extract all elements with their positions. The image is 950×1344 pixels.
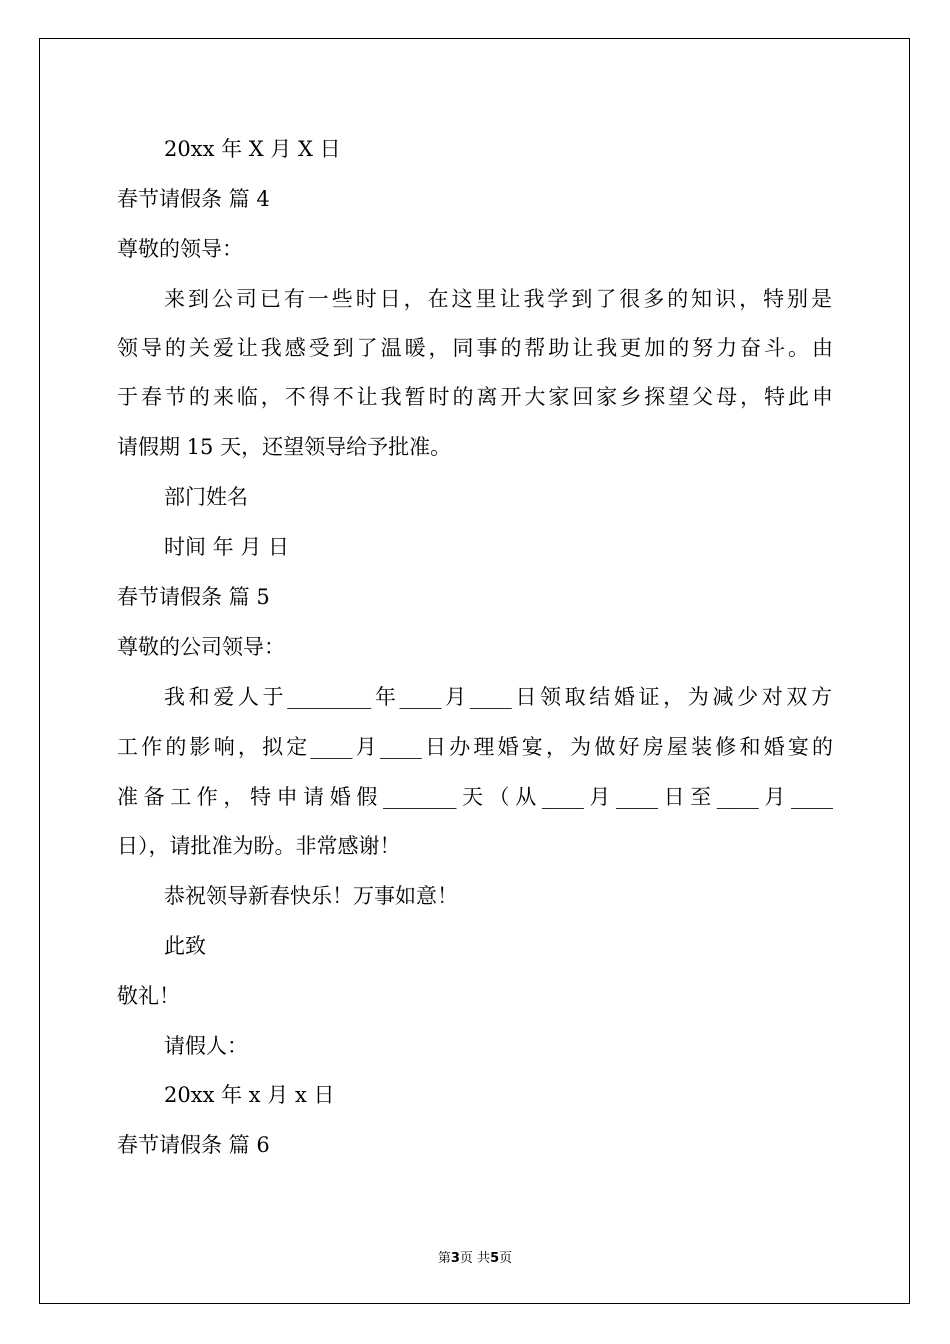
body-line: 于春节的来临，不得不让我暂时的离开大家回家乡探望父母，特此申 [117,385,833,409]
greeting-line: 恭祝领导新春快乐！万事如意！ [164,884,458,908]
salutation: 尊敬的领导： [117,237,243,261]
body-line: 领导的关爱让我感受到了温暖，同事的帮助让我更加的努力奋斗。由 [117,336,833,360]
section-heading-4: 春节请假条 篇 4 [117,187,270,211]
closing-regards: 敬礼！ [117,984,180,1008]
footer-prefix: 第 [437,1251,451,1266]
total-page-number: 5 [490,1251,500,1266]
time-line: 时间 年 月 日 [164,535,290,559]
section-heading-6: 春节请假条 篇 6 [117,1133,270,1157]
footer-suffix: 页 [499,1251,513,1266]
date-line: 20xx 年 X 月 X 日 [164,137,341,161]
salutation: 尊敬的公司领导： [117,635,285,659]
body-line: 我和爱人于________年____月____日领取结婚证，为减少对双方 [164,685,832,709]
date-line: 20xx 年 x 月 x 日 [164,1083,335,1107]
body-line: 日），请批准为盼。非常感谢！ [117,834,401,858]
page-footer [0,1247,950,1266]
footer-mid: 页 共 [459,1251,491,1266]
body-line: 请假期 15 天，还望领导给予批准。 [117,435,452,459]
body-line: 工作的影响，拟定____月____日办理婚宴，为做好房屋装修和婚宴的 [117,735,833,759]
current-page-number: 3 [450,1251,460,1266]
body-line: 来到公司已有一些时日，在这里让我学到了很多的知识，特别是 [164,287,832,311]
closing-line: 此致 [164,934,206,958]
applicant-line: 请假人： [164,1034,248,1058]
body-line: 准备工作，特申请婚假_______天（从____月____日至____月____ [117,785,833,809]
department-name-line: 部门姓名 [164,485,248,509]
section-heading-5: 春节请假条 篇 5 [117,585,270,609]
